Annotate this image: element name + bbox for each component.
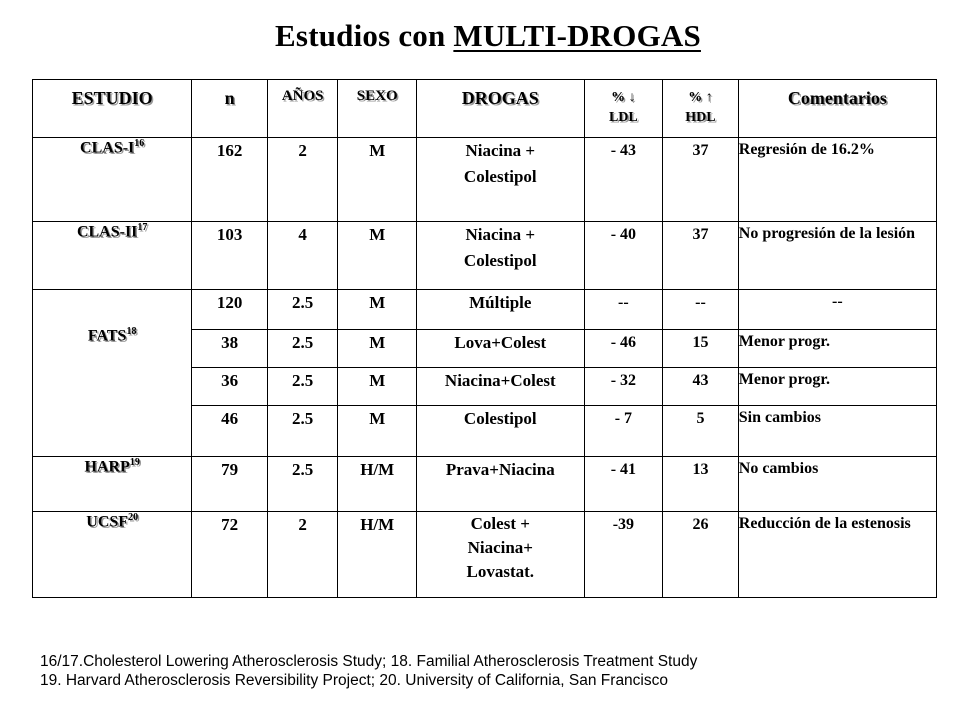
n-cell: 120 <box>192 290 268 330</box>
sex-cell: M <box>338 290 417 330</box>
header-sexo: SEXO <box>338 80 417 138</box>
study-cell: HARP$^{19}$ <box>33 457 192 512</box>
drug-cell: Niacina + Colestipol <box>417 222 585 290</box>
ldl-cell: - 32 <box>584 368 663 406</box>
study-cell: CLAS-$I^{16}$ <box>33 138 192 222</box>
study-cell: FATS$^{18}$ <box>33 290 192 457</box>
table-row <box>33 512 937 598</box>
hdl-cell: 26 <box>663 512 739 598</box>
comment-cell: Regresión de 16.2% <box>738 138 936 222</box>
drug-cell: Colest + Niacina+ Lovastat. <box>417 512 585 598</box>
footnotes <box>40 652 697 690</box>
hdl-cell: 37 <box>663 138 739 222</box>
years-cell: 2.5 <box>267 330 337 368</box>
comment-cell: No cambios <box>738 457 936 512</box>
ldl-cell: - 7 <box>584 406 663 457</box>
years-cell: 4 <box>267 222 337 290</box>
ldl-cell: -- <box>584 290 663 330</box>
header-drogas: DROGAS <box>417 80 585 138</box>
drug-cell: Niacina+Colest <box>417 368 585 406</box>
drug-cell: Niacina + Colestipol <box>417 138 585 222</box>
header-estudio: ESTUDIO <box>33 80 192 138</box>
header-ldl: % ↓ LDL <box>584 80 663 138</box>
hdl-cell: 37 <box>663 222 739 290</box>
comment-cell: Menor progr. <box>738 330 936 368</box>
hdl-cell: 5 <box>663 406 739 457</box>
drug-cell: Lova+Colest <box>417 330 585 368</box>
sex-cell: H/M <box>338 457 417 512</box>
n-cell: 103 <box>192 222 268 290</box>
table-row <box>33 290 937 330</box>
n-cell: 162 <box>192 138 268 222</box>
years-cell: 2 <box>267 138 337 222</box>
years-cell: 2.5 <box>267 290 337 330</box>
title-prefix: Estudios con <box>275 18 446 53</box>
drug-cell: Prava+Niacina <box>417 457 585 512</box>
years-cell: 2.5 <box>267 406 337 457</box>
ldl-cell: - 46 <box>584 330 663 368</box>
title-underlined: MULTI-DROGAS <box>453 18 701 53</box>
hdl-cell: -- <box>663 290 739 330</box>
table-row <box>33 222 937 290</box>
sex-cell: H/M <box>338 512 417 598</box>
table-row <box>33 138 937 222</box>
hdl-cell: 15 <box>663 330 739 368</box>
drug-cell: Colestipol <box>417 406 585 457</box>
hdl-cell: 13 <box>663 457 739 512</box>
header-n: n <box>192 80 268 138</box>
study-cell: UCSF$^{20}$ <box>33 512 192 598</box>
header-comentarios: Comentarios <box>738 80 936 138</box>
sex-cell: M <box>338 222 417 290</box>
years-cell: 2.5 <box>267 457 337 512</box>
studies-table <box>32 79 937 598</box>
ldl-down-label: % ↓ <box>611 90 636 105</box>
ldl-cell: - 43 <box>584 138 663 222</box>
ldl-cell: -39 <box>584 512 663 598</box>
footnote-line-2: 19. Harvard Atherosclerosis Reversibility Project; 20. University of California, San Francisco <box>40 672 668 689</box>
header-hdl: % ↑ HDL <box>663 80 739 138</box>
footnote-line-1: 16/17.Cholesterol Lowering Atherosclerosis Study; 18. Familial Atherosclerosis Treatment Study <box>40 653 698 670</box>
ldl-cell: - 41 <box>584 457 663 512</box>
n-cell: 38 <box>192 330 268 368</box>
n-cell: 46 <box>192 406 268 457</box>
hdl-up-label: % ↑ <box>688 90 713 105</box>
comment-cell: -- <box>738 290 936 330</box>
drug-cell: Múltiple <box>417 290 585 330</box>
comment-cell: Reducción de la estenosis <box>738 512 936 598</box>
years-cell: 2.5 <box>267 368 337 406</box>
sex-cell: M <box>338 330 417 368</box>
comment-cell: Menor progr. <box>738 368 936 406</box>
study-cell: CLAS-II$^{17}$ <box>33 222 192 290</box>
header-row <box>33 80 937 138</box>
ldl-cell: - 40 <box>584 222 663 290</box>
years-cell: 2 <box>267 512 337 598</box>
n-cell: 72 <box>192 512 268 598</box>
table-row <box>33 457 937 512</box>
sex-cell: M <box>338 368 417 406</box>
sex-cell: M <box>338 138 417 222</box>
header-anos: AÑOS <box>267 80 337 138</box>
n-cell: 36 <box>192 368 268 406</box>
comment-cell: No progresión de la lesión <box>738 222 936 290</box>
page-title <box>0 18 960 54</box>
comment-cell: Sin cambios <box>738 406 936 457</box>
sex-cell: M <box>338 406 417 457</box>
hdl-cell: 43 <box>663 368 739 406</box>
n-cell: 79 <box>192 457 268 512</box>
